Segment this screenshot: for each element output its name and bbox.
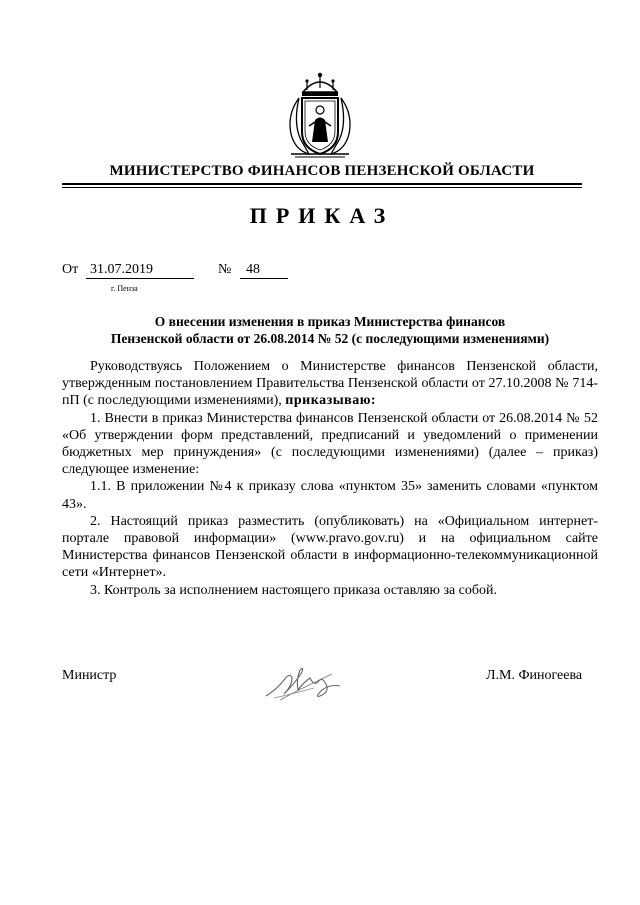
city: г. Пенза	[111, 284, 138, 293]
header-rule-thin	[62, 187, 582, 188]
paragraph-2: 2. Настоящий приказ разместить (опубликовать) на «Официальном интернет-портале правовой информации» (www.pravo.gov.ru) и на официальном сайте Министерства финансов Пензенской области в информационно-телекоммуникационной сети «Интернет».	[62, 513, 598, 581]
document-number: 48	[240, 262, 288, 279]
preamble-text: Руководствуясь Положением о Министерстве финансов Пензенской области, утвержденным постановлением Правительства Пензенской области от 27.10.2008 № 714-пП (с последующими изменениями),	[62, 359, 598, 409]
subject-line-1: О внесении изменения в приказ Министерства финансов	[154, 314, 506, 329]
document-type: ПРИКАЗ	[249, 203, 395, 228]
document-date: 31.07.2019	[86, 262, 194, 279]
document-body	[62, 358, 598, 599]
handwritten-signature-icon	[262, 660, 344, 702]
preamble-paragraph	[62, 358, 598, 410]
paragraph-1-1: 1.1. В приложении №4 к приказу слова «пунктом 35» заменить словами «пунктом 43».	[62, 479, 598, 512]
coat-of-arms-icon	[285, 70, 355, 158]
signatory-name: Л.М. Финогеева	[486, 668, 583, 683]
signatory-role: Министр	[62, 668, 117, 683]
paragraph-1: 1. Внести в приказ Министерства финансов Пензенской области от 26.08.2014 № 52 «Об утверждении форм представлений, предписаний и уведомлений о применении бюджетных мер принуждения» (с последующими изменениями) (далее – приказ) следующее изменение:	[62, 410, 598, 478]
preamble-decree-word: приказываю:	[285, 393, 377, 409]
paragraph-3: 3. Контроль за исполнением настоящего приказа оставляю за собой.	[90, 582, 498, 598]
header-rule-thick	[62, 183, 582, 185]
number-prefix: №	[218, 262, 232, 277]
ministry-name: МИНИСТЕРСТВО ФИНАНСОВ ПЕНЗЕНСКОЙ ОБЛАСТИ	[109, 163, 535, 179]
document-subject	[62, 313, 598, 347]
date-prefix: От	[62, 262, 79, 277]
subject-line-2: Пензенской области от 26.08.2014 № 52 (с последующими изменениями)	[110, 331, 550, 346]
